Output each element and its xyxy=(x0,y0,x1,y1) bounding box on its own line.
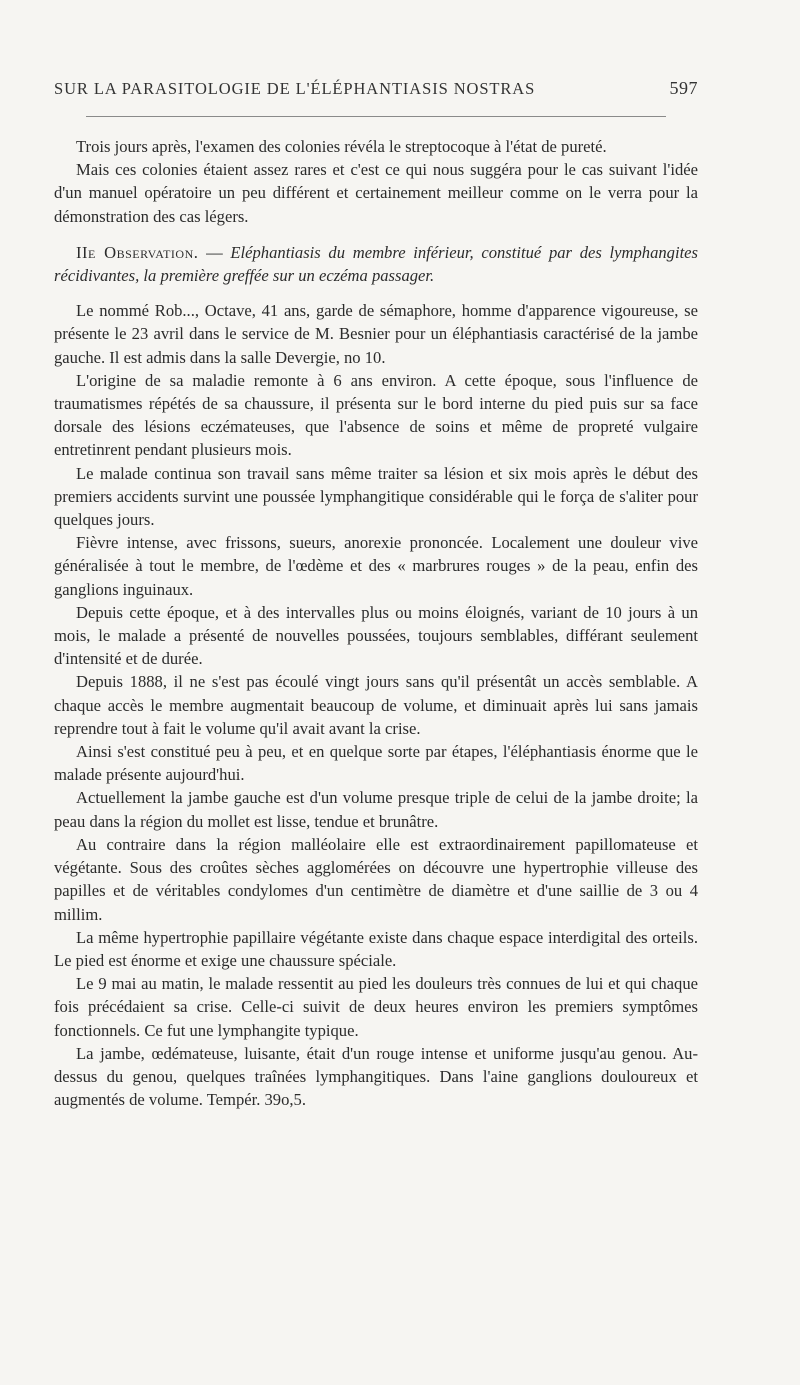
paragraph: Mais ces colonies étaient assez rares et c'est ce qui nous suggéra pour le cas suivant l'idée d'un manuel opératoire un peu différent et certainement meilleur comme on le verra pour la démonstration des cas légers. xyxy=(54,160,698,226)
paragraph: L'origine de sa maladie remonte à 6 ans environ. A cette époque, sous l'influence de traumatismes répétés de sa chaussure, il présenta sur le bord interne du pied puis sur sa face dorsale des lésions eczémateuses, que l'absence de soins et même de propreté vulgaire entretinrent pendant plusieurs mois. xyxy=(54,370,698,460)
observation-title: Eléphantiasis du membre inférieur, constitué par des lymphangites récidivantes, la première greffée sur un eczéma passager. xyxy=(54,242,699,286)
paragraph: Le 9 mai au matin, le malade ressentit au pied les douleurs très connues de lui et qui chaque fois précédaient sa crise. Celle-ci suivit de deux heures environ les premiers symptômes fonctionnels. Ce fut une lymphangite typique. xyxy=(54,974,698,1040)
paragraph: Le malade continua son travail sans même traiter sa lésion et six mois après le début des premiers accidents survint une poussée lymphangitique considérable qui le força de s'aliter pour quelques jours. xyxy=(54,463,698,530)
paragraph: Le nommé Rob..., Octave, 41 ans, garde de sémaphore, homme d'apparence vigoureuse, se présente le 23 avril dans le service de M. Besnier pour un éléphantiasis caractérisé de la jambe gauche. Il est admis dans la salle Devergie, no 10. xyxy=(54,301,698,367)
paragraph: La même hypertrophie papillaire végétante existe dans chaque espace interdigital des orteils. Le pied est énorme et exige une chaussure spéciale. xyxy=(54,927,698,970)
header-rule xyxy=(86,116,666,117)
paragraph: Depuis cette époque, et à des intervalles plus ou moins éloignés, variant de 10 jours à un mois, le malade a présenté de nouvelles poussées, toujours semblables, différant seulement d'intensité et de durée. xyxy=(54,602,698,669)
paragraph: Trois jours après, l'examen des colonies révéla le streptocoque à l'état de pureté. xyxy=(76,137,607,156)
paragraph: Ainsi s'est constitué peu à peu, et en quelque sorte par étapes, l'éléphantiasis énorme que le malade présente aujourd'hui. xyxy=(54,742,698,785)
paragraph: Actuellement la jambe gauche est d'un volume presque triple de celui de la jambe droite; la peau dans la région du mollet est lisse, tendue et brunâtre. xyxy=(54,788,698,831)
paragraph: Au contraire dans la région malléolaire elle est extraordinairement papillomateuse et végétante. Sous des croûtes sèches agglomérées on découvre une hypertrophie villeuse des papilles et de véritables condylomes d'un centimètre de diamètre et d'une saillie de 3 ou 4 millim. xyxy=(54,834,698,924)
observation-heading xyxy=(54,241,698,287)
paragraph: Depuis 1888, il ne s'est pas écoulé vingt jours sans qu'il présentât un accès semblable. A chaque accès le membre augmentait beaucoup de volume, et diminuait après lui sans jamais reprendre tout à fait le volume qu'il avait avant la crise. xyxy=(54,672,698,738)
page-number: 597 xyxy=(669,78,698,98)
running-header xyxy=(54,78,698,104)
document-page xyxy=(54,78,698,1111)
paragraph: La jambe, œdémateuse, luisante, était d'un rouge intense et uniforme jusqu'au genou. Au-dessus du genou, quelques traînées lymphangitiques. Dans l'aine ganglions douloureux et augmentés de volume. Tempér. 39o,5. xyxy=(54,1043,698,1110)
running-title: SUR LA PARASITOLOGIE DE L'ÉLÉPHANTIASIS NOSTRAS xyxy=(54,79,536,98)
observation-label: IIe Observation. xyxy=(76,242,199,262)
observation-dash: — xyxy=(198,242,231,262)
body-text xyxy=(54,135,698,1111)
paragraph: Fièvre intense, avec frissons, sueurs, anorexie prononcée. Localement une douleur vive généralisée à tout le membre, de l'œdème et des « marbrures rouges » de la peau, enfin des ganglions inguinaux. xyxy=(54,533,698,599)
